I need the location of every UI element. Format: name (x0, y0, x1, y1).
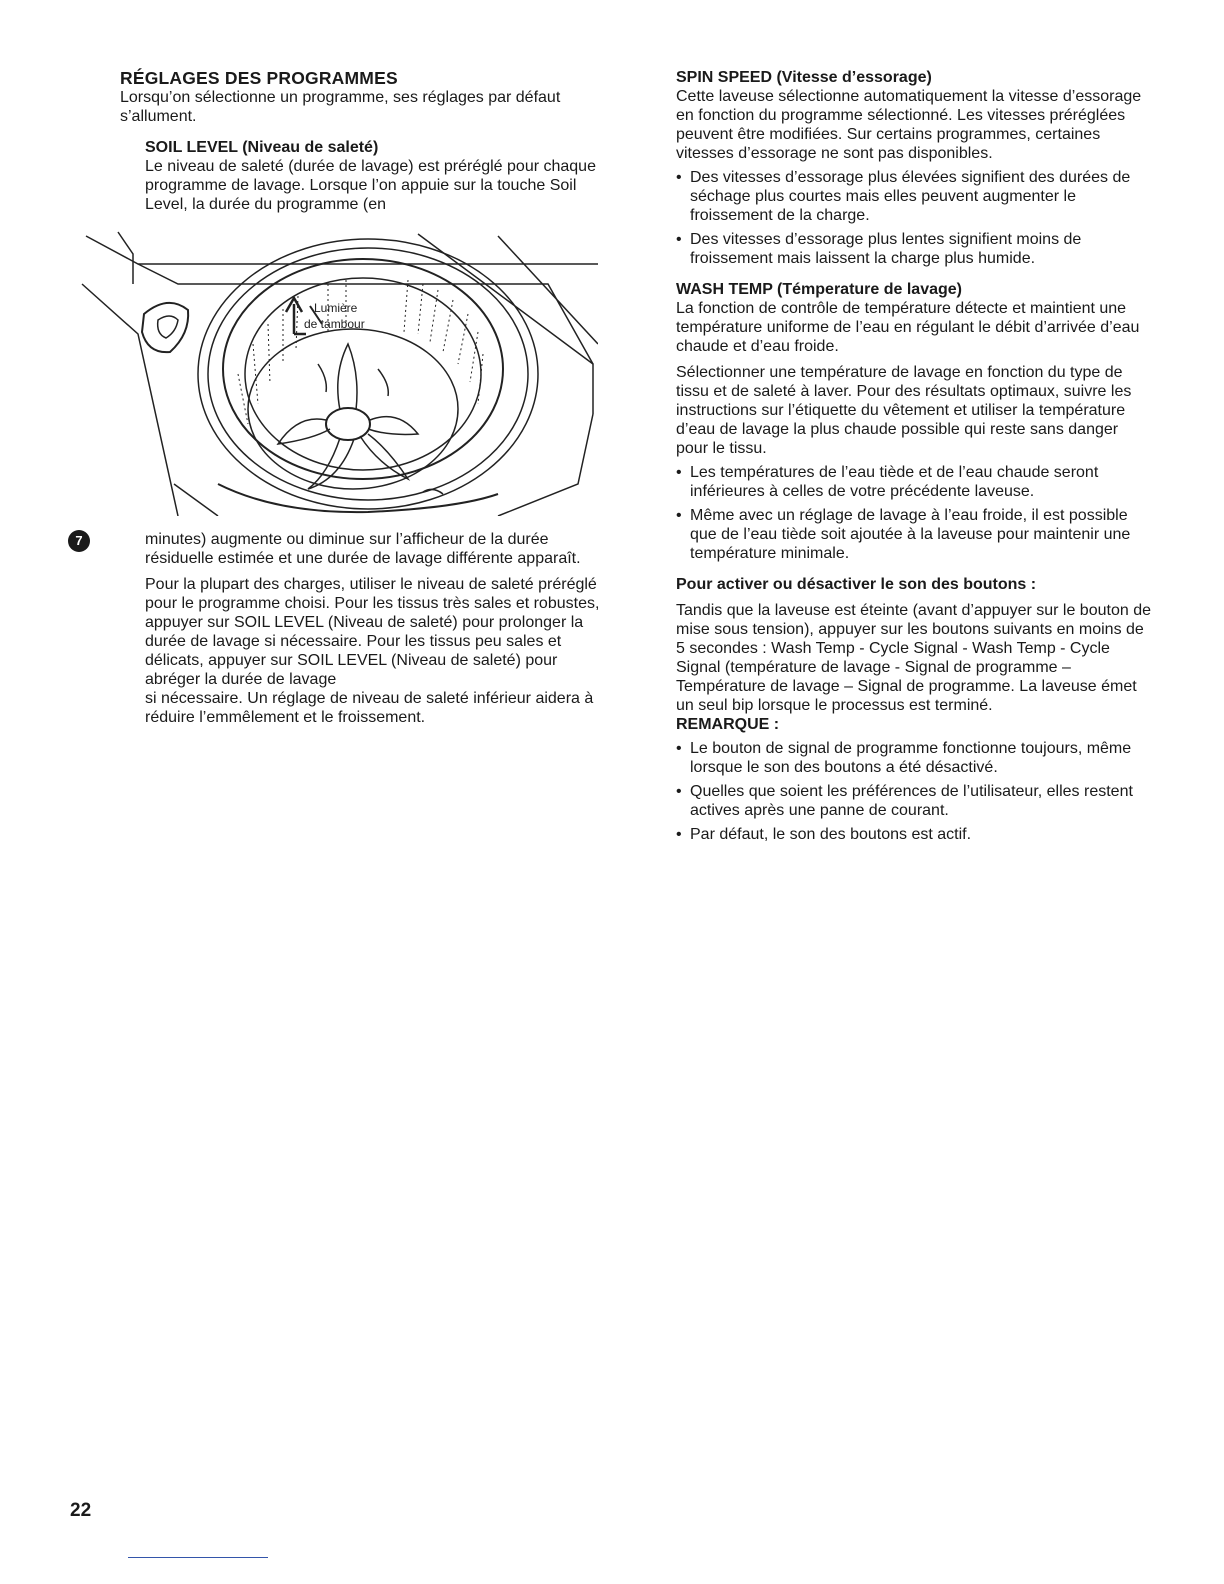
drum-light-label-line1: Lumière (314, 301, 358, 315)
soil-level-continued (145, 530, 607, 727)
list-item: • Quelles que soient les préférences de l’utilisateur, elles restent actives après une panne de courant. (676, 782, 1154, 820)
step-number-badge: 7 (68, 530, 90, 552)
wash-temp-title: WASH TEMP (Témperature de lavage) (676, 281, 962, 298)
remark-bullets (676, 739, 1154, 844)
wash-temp-text-2: Sélectionner une température de lavage en fonction du type de tissu et de saleté à laver. Pour des résultats optimaux, suivre les instructions sur l’étiquette du vêtement et utiliser la température d’eau de lavage la plus chaude possible qui reste sans danger pour le tissu. (676, 364, 1132, 457)
soil-level-text-2: minutes) augmente ou diminue sur l’afficheur de la durée résiduelle estimée et une durée de lavage différente apparaît. (145, 531, 581, 567)
soil-level-section (120, 138, 605, 214)
soil-level-text-4: si nécessaire. Un réglage de niveau de saleté inférieur aidera à réduire l’emmêlement et le froissement. (145, 690, 594, 726)
soil-level-title: SOIL LEVEL (Niveau de saleté) (145, 139, 379, 156)
list-item: • Les températures de l’eau tiède et de l’eau chaude seront inférieures à celles de votre précédente laveuse. (676, 463, 1154, 501)
footer-divider (128, 1557, 268, 1558)
soil-level-text-3: Pour la plupart des charges, utiliser le niveau de saleté préréglé pour le programme choisi. Pour les tissus très sales et robustes, appuyer sur SOIL LEVEL (Niveau de saleté) pour prolonger la durée de lavage si nécessaire. Pour les tissus peu sales et délicats, appuyer sur SOIL LEVEL (Niveau de saleté) pour abréger la durée de lavage (145, 576, 600, 688)
section-heading: RÉGLAGES DES PROGRAMMES (120, 68, 398, 88)
list-item: • Le bouton de signal de programme fonctionne toujours, même lorsque le son des boutons a été désactivé. (676, 739, 1154, 777)
remark-title: REMARQUE : (676, 716, 780, 733)
list-item: • Des vitesses d’essorage plus élevées signifient des durées de séchage plus courtes mais elles peuvent augmenter le froissement de la charge. (676, 168, 1154, 225)
list-item: • Des vitesses d’essorage plus lentes signifient moins de froissement mais laissent la charge plus humide. (676, 230, 1154, 268)
button-sound-text: Tandis que la laveuse est éteinte (avant d’appuyer sur le bouton de mise sous tension), appuyer sur les boutons suivants en moins de 5 secondes : Wash Temp - Cycle Signal - Wash Temp - Cycle Signal (température de lavage - Signal de programme – Température de lavage – Signal de programme. La laveuse émet un seul bip lorsque le processus est terminé. (676, 602, 1151, 714)
list-item: • Même avec un réglage de lavage à l’eau froide, il est possible que de l’eau tiède soit ajoutée à la laveuse pour maintenir une température minimale. (676, 506, 1154, 563)
washer-drum-illustration (78, 224, 598, 516)
left-column (120, 68, 605, 214)
wash-temp-text-1: La fonction de contrôle de température détecte et maintient une température uniforme de l’eau en régulant le débit d’arrivée d’eau chaude et d’eau froide. (676, 300, 1140, 355)
list-item: • Par défaut, le son des boutons est actif. (676, 825, 1154, 844)
wash-temp-bullets (676, 463, 1154, 563)
page-number: 22 (70, 1500, 92, 1521)
spin-speed-text: Cette laveuse sélectionne automatiquement la vitesse d’essorage en fonction du programme sélectionné. Les vitesses préréglées peuvent être modifiées. Sur certains programmes, certaines vitesses d’essorage ne sont pas disponibles. (676, 88, 1142, 162)
drum-light-label-line2: de tambour (304, 317, 365, 331)
button-sound-title: Pour activer ou désactiver le son des boutons : (676, 576, 1037, 593)
spin-speed-bullets (676, 168, 1154, 268)
spin-speed-title: SPIN SPEED (Vitesse d’essorage) (676, 69, 932, 86)
intro-text: Lorsqu’on sélectionne un programme, ses réglages par défaut s’allument. (120, 89, 561, 125)
right-column (676, 68, 1154, 844)
soil-level-text-1: Le niveau de saleté (durée de lavage) est préréglé pour chaque programme de lavage. Lorsque l’on appuie sur la touche Soil Level, la durée du programme (en (145, 158, 596, 213)
